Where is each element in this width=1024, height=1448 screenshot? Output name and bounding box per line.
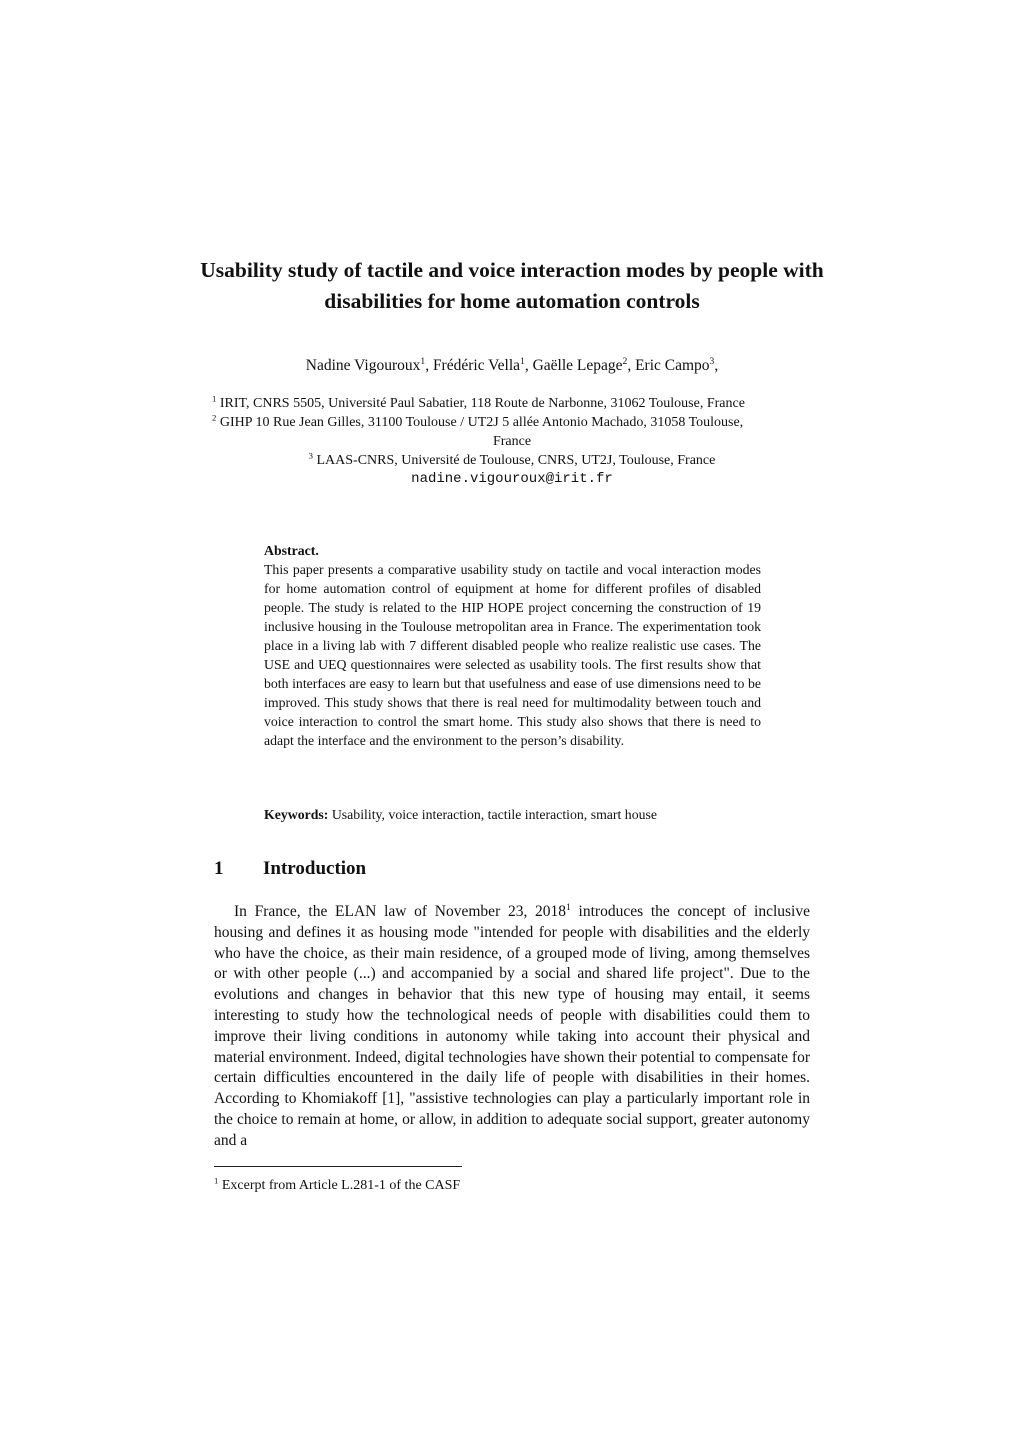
paper-title: Usability study of tactile and voice interaction modes by people with disabilities for home automation controls xyxy=(200,258,824,313)
section-number: 1 xyxy=(214,858,224,879)
abstract-heading: Abstract. xyxy=(264,543,319,558)
affiliation-2 xyxy=(212,413,812,432)
affiliation-text: LAAS-CNRS, Université de Toulouse, CNRS, UT2J, Toulouse, France xyxy=(316,453,716,468)
affiliation-text: GIHP 10 Rue Jean Gilles, 31100 Toulouse / UT2J 5 allée Antonio Machado, 31058 Toulouse, xyxy=(219,415,744,430)
author-affiliation-ref: 2 xyxy=(622,355,628,367)
section-heading xyxy=(214,856,366,882)
author-list xyxy=(200,355,824,377)
author-separator: , xyxy=(524,357,533,374)
author-separator: , xyxy=(425,357,433,374)
keywords-text: Usability, voice interaction, tactile interaction, smart house xyxy=(331,807,657,822)
author-affiliation-ref: 1 xyxy=(420,355,426,367)
footnote-number: 1 xyxy=(214,1175,219,1186)
section-title: Introduction xyxy=(263,858,367,879)
intro-text-part1: In France, the ELAN law of November 23, 2018 xyxy=(234,903,567,920)
affiliation-number: 2 xyxy=(212,412,217,423)
footnote-text: Excerpt from Article L.281-1 of the CASF xyxy=(221,1178,461,1193)
keywords-label: Keywords: xyxy=(264,807,329,822)
author-name: Frédéric Vella xyxy=(432,357,521,374)
affiliation-number: 3 xyxy=(308,450,313,461)
author-separator: , xyxy=(627,357,636,374)
author-separator: , xyxy=(714,357,719,374)
footnote xyxy=(214,1176,460,1195)
footnote-reference[interactable]: 1 xyxy=(566,901,571,913)
author-affiliation-ref: 1 xyxy=(520,355,525,367)
affiliation-1 xyxy=(212,394,812,413)
affiliations xyxy=(212,394,812,489)
author-name: Gaëlle Lepage xyxy=(532,357,623,374)
contact-email[interactable]: nadine.vigouroux@irit.fr xyxy=(411,471,613,487)
affiliation-2-continuation: France xyxy=(492,434,532,449)
abstract-text: This paper presents a comparative usability study on tactile and vocal interaction modes for home automation control of equipment at home for different profiles of disabled people. The study is related to the HIP HOPE project concerning the construction of 19 inclusive housing in the Toulouse metropolitan area in France. The experimentation took place in a living lab with 7 different disabled people who realize realistic use cases. The USE and UEQ questionnaires were selected as usability tools. The first results show that both interfaces are easy to learn but that usefulness and ease of use dimensions need to be improved. This study shows that there is real need for multimodality between touch and voice interaction to control the smart home. This study also shows that there is need to adapt the interface and the environment to the person’s disability. xyxy=(264,562,761,748)
footnote-divider xyxy=(214,1166,462,1167)
author-name: Nadine Vigouroux xyxy=(305,357,421,374)
abstract xyxy=(264,541,761,750)
keywords xyxy=(264,805,761,824)
affiliation-3 xyxy=(212,451,812,470)
author-name: Eric Campo xyxy=(635,357,710,374)
author-affiliation-ref: 3 xyxy=(709,355,715,367)
affiliation-text: IRIT, CNRS 5505, Université Paul Sabatier, 118 Route de Narbonne, 31062 Toulouse, France xyxy=(219,396,745,411)
affiliation-number: 1 xyxy=(212,393,217,404)
intro-paragraph xyxy=(214,902,810,1152)
intro-text-part2: introduces the concept of inclusive housing and defines it as housing mode "intended for people with disabilities and the elderly who have the choice, as their main residence, of a grouped mode of living, among themselves or with other people (...) and accompanied by a social and shared life project". Due to the evolutions and changes in behavior that this new type of housing may entail, it seems interesting to study how the technological needs of people with disabilities could them to improve their living conditions in autonomy while taking into account their physical and material environment. Indeed, digital technologies have shown their potential to compensate for certain difficulties encountered in the daily life of people with disabilities in their homes. According to Khomiakoff [1], "assistive technologies can play a particularly important role in the choice to remain at home, or allow, in addition to adequate social support, greater autonomy and a xyxy=(214,903,810,1149)
